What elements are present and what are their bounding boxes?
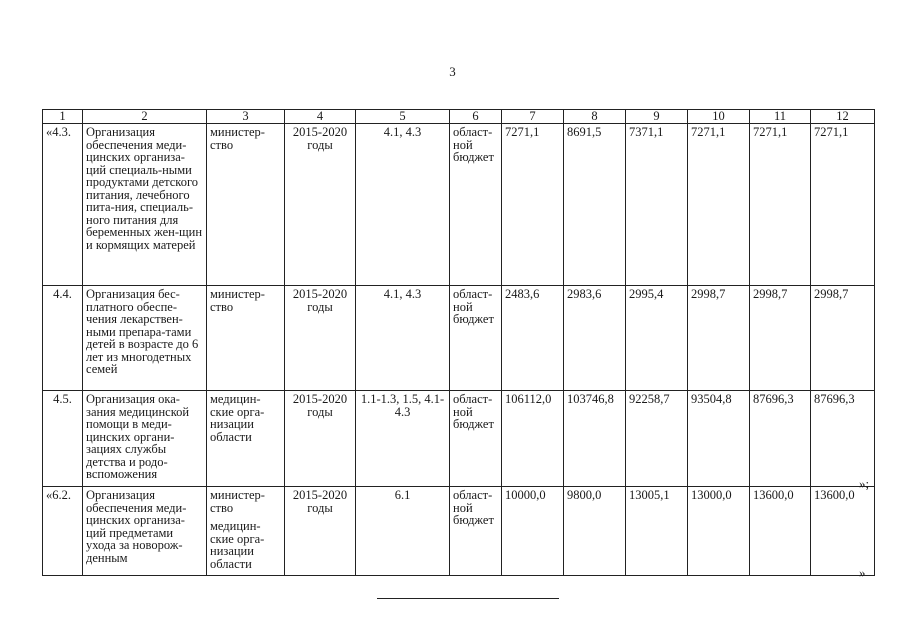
funding-source: област-ной бюджет	[450, 286, 502, 391]
header-cell: 10	[688, 110, 750, 124]
row-number: «4.3.	[43, 124, 83, 286]
header-row	[43, 110, 875, 124]
header-cell: 3	[207, 110, 285, 124]
header-cell: 1	[43, 110, 83, 124]
program-table	[42, 109, 875, 576]
value-cell: 2998,7	[750, 286, 811, 391]
period: 2015-2020 годы	[285, 286, 356, 391]
value-cell: 13005,1	[626, 487, 688, 576]
closing-quote: »	[859, 565, 866, 580]
header-cell: 8	[564, 110, 626, 124]
indicators: 1.1-1.3, 1.5, 4.1-4.3	[356, 391, 450, 487]
header-cell: 6	[450, 110, 502, 124]
value-cell: 13600,0	[811, 487, 875, 576]
row-number: 4.4.	[43, 286, 83, 391]
activity-name: Организация обеспечения меди-цинских организа-ций специаль-ными продуктами детского питания, лечебного пита-ния, специаль-ного питания для беременных жен-щин и кормящих матерей	[83, 124, 207, 286]
value-cell: 10000,0	[502, 487, 564, 576]
table-row	[43, 286, 875, 391]
value-cell: 93504,8	[688, 391, 750, 487]
header-cell: 5	[356, 110, 450, 124]
value-cell: 92258,7	[626, 391, 688, 487]
executor	[207, 487, 285, 576]
value-cell: 9800,0	[564, 487, 626, 576]
footer-rule	[377, 598, 559, 599]
funding-source: област-ной бюджет	[450, 124, 502, 286]
value-cell: 2995,4	[626, 286, 688, 391]
header-cell: 12	[811, 110, 875, 124]
executor	[207, 391, 285, 487]
row-number: «6.2.	[43, 487, 83, 576]
period: 2015-2020 годы	[285, 391, 356, 487]
activity-name: Организация обеспечения меди-цинских организа-ций предметами ухода за новорож-денным	[83, 487, 207, 576]
header-cell: 9	[626, 110, 688, 124]
value-cell: 7271,1	[502, 124, 564, 286]
value-cell: 2998,7	[811, 286, 875, 391]
executor-line: министер-ство	[210, 287, 265, 314]
indicators: 4.1, 4.3	[356, 124, 450, 286]
executor	[207, 124, 285, 286]
table-row	[43, 124, 875, 286]
closing-quote-semicolon: »;	[859, 476, 870, 491]
table-row	[43, 391, 875, 487]
value-cell: 87696,3	[750, 391, 811, 487]
header-cell: 2	[83, 110, 207, 124]
value-cell: 7271,1	[688, 124, 750, 286]
value-cell: 7371,1	[626, 124, 688, 286]
value-cell: 8691,5	[564, 124, 626, 286]
activity-name: Организация ока-зания медицинской помощи в меди-цинских органи-зациях службы детства и родо-вспоможения	[83, 391, 207, 487]
value-cell: 7271,1	[750, 124, 811, 286]
period: 2015-2020 годы	[285, 487, 356, 576]
executor-line: министер-ство	[210, 125, 265, 152]
value-cell: 2483,6	[502, 286, 564, 391]
funding-source: област-ной бюджет	[450, 487, 502, 576]
value-cell: 87696,3	[811, 391, 875, 487]
value-cell: 7271,1	[811, 124, 875, 286]
table-row	[43, 487, 875, 576]
value-cell: 13600,0	[750, 487, 811, 576]
period: 2015-2020 годы	[285, 124, 356, 286]
funding-source: област-ной бюджет	[450, 391, 502, 487]
value-cell: 13000,0	[688, 487, 750, 576]
header-cell: 7	[502, 110, 564, 124]
value-cell: 106112,0	[502, 391, 564, 487]
indicators: 4.1, 4.3	[356, 286, 450, 391]
executor	[207, 286, 285, 391]
value-cell: 2983,6	[564, 286, 626, 391]
value-cell: 2998,7	[688, 286, 750, 391]
header-cell: 4	[285, 110, 356, 124]
executor-line: медицин-ские орга-низации области	[210, 519, 265, 571]
row-number: 4.5.	[43, 391, 83, 487]
executor-line: медицин-ские орга-низации области	[210, 392, 265, 444]
value-cell: 103746,8	[564, 391, 626, 487]
activity-name: Организация бес-платного обеспе-чения лекарствен-ными препара-тами детей в возрасте до 6 лет из многодетных семей	[83, 286, 207, 391]
page-number: 3	[449, 64, 456, 79]
header-cell: 11	[750, 110, 811, 124]
executor-line: министер-ство	[210, 488, 265, 515]
indicators: 6.1	[356, 487, 450, 576]
